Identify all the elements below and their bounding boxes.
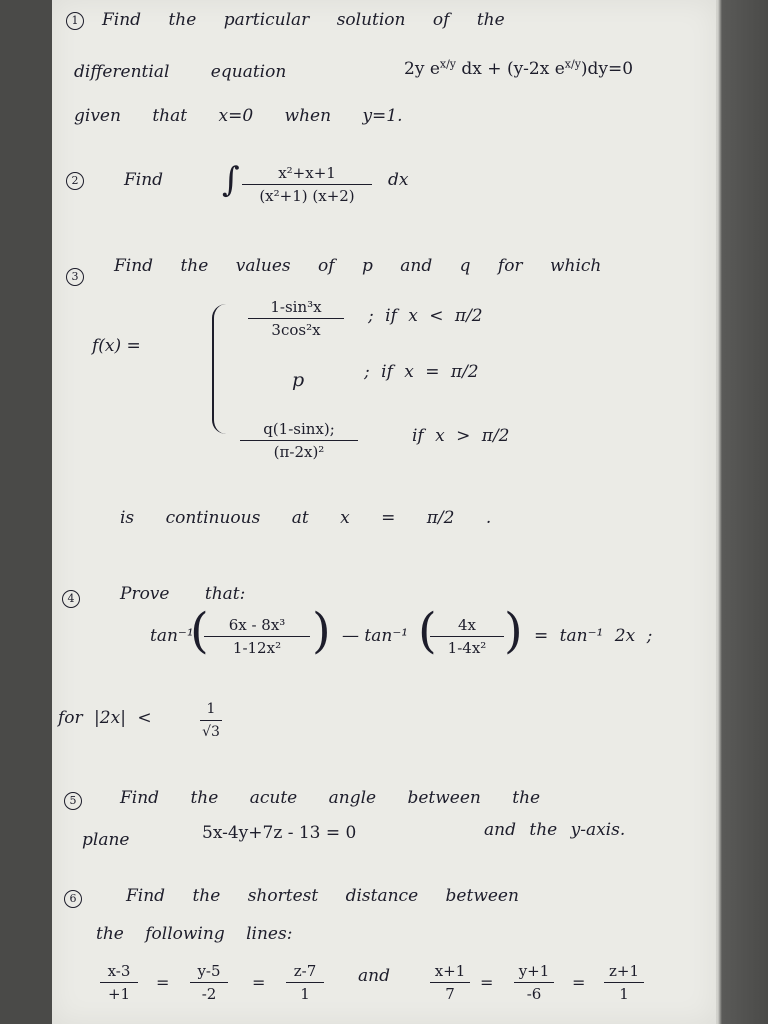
q3-case1-fraction bbox=[248, 298, 344, 339]
q6-l2-y-num: y+1 bbox=[518, 962, 550, 980]
q6-l1-z-den: 1 bbox=[300, 985, 310, 1003]
q6-line-1: Find the shortest distance between bbox=[126, 886, 519, 906]
q6-eq-sign: = bbox=[572, 973, 586, 992]
handwritten-page bbox=[52, 0, 716, 1024]
q6-and: and bbox=[358, 966, 390, 986]
q5-plane-equation: 5x-4y+7z - 13 = 0 bbox=[202, 823, 357, 843]
q6-line1-x-fraction bbox=[100, 962, 138, 1003]
q6-eq-sign: = bbox=[252, 973, 266, 992]
q6-line-2: the following lines: bbox=[96, 924, 293, 944]
q6-line2-z-fraction bbox=[604, 962, 644, 1003]
q4-cond-denominator: √3 bbox=[202, 724, 220, 740]
q4-label: Prove that: bbox=[120, 584, 246, 604]
q1-equation bbox=[404, 57, 634, 79]
q6-line1-z-fraction bbox=[286, 962, 324, 1003]
q6-line2-x-fraction bbox=[430, 962, 470, 1003]
q4-frac2-denominator: 1-4x² bbox=[447, 639, 487, 657]
q6-l2-z-den: 1 bbox=[619, 985, 629, 1003]
piecewise-brace bbox=[212, 304, 226, 434]
q3-case3-fraction bbox=[240, 420, 358, 461]
q3-case3-condition: if x > π/2 bbox=[412, 426, 510, 446]
q1-eq-mid-exp: x/y bbox=[564, 57, 581, 71]
q3-case1-condition: ; if x < π/2 bbox=[368, 306, 483, 326]
question-number-2: 2 bbox=[66, 172, 84, 190]
q6-eq-sign: = bbox=[156, 973, 170, 992]
q3-case2-condition: ; if x = π/2 bbox=[364, 362, 479, 382]
q6-l1-x-num: x-3 bbox=[107, 962, 131, 980]
integral-sign: ∫ bbox=[222, 160, 240, 200]
q3-case3-denominator: (π-2x)² bbox=[273, 443, 325, 461]
question-number-5: 5 bbox=[64, 792, 82, 810]
q6-l1-z-num: z-7 bbox=[293, 962, 317, 980]
q4-frac1-numerator: 6x - 8x³ bbox=[228, 616, 286, 634]
q2-fraction bbox=[242, 164, 372, 205]
q1-line-3: given that x=0 when y=1. bbox=[74, 106, 403, 126]
q4-frac1-denominator: 1-12x² bbox=[232, 639, 282, 657]
question-number-4: 4 bbox=[62, 590, 80, 608]
q3-line-2: is continuous at x = π/2 . bbox=[120, 508, 492, 528]
q4-condition: for |2x| < bbox=[58, 708, 152, 728]
q5-line-1: Find the acute angle between the bbox=[120, 788, 541, 808]
q4-tan1: tan⁻¹ bbox=[150, 626, 194, 646]
q4-condition-fraction bbox=[200, 700, 222, 741]
q1-eq-mid: dx + (y-2x e bbox=[461, 59, 565, 79]
q6-line1-y-fraction bbox=[190, 962, 228, 1003]
q1-eq-right: )dy=0 bbox=[580, 59, 634, 79]
q6-l2-z-num: z+1 bbox=[608, 962, 639, 980]
q4-rhs: = tan⁻¹ 2x ; bbox=[534, 626, 653, 646]
q6-eq-sign: = bbox=[480, 973, 494, 992]
question-number-1: 1 bbox=[66, 12, 84, 30]
q6-l2-x-num: x+1 bbox=[434, 962, 466, 980]
q4-open-paren-1: ( bbox=[190, 603, 209, 659]
q3-case1-bar bbox=[248, 318, 344, 319]
q4-cond-bar bbox=[200, 720, 222, 721]
q4-frac1-bar bbox=[204, 636, 310, 637]
q3-case3-bar bbox=[240, 440, 358, 441]
q2-numerator: x²+x+1 bbox=[278, 164, 336, 182]
q2-fraction-bar bbox=[242, 184, 372, 185]
q1-line-2: differential equation bbox=[74, 62, 287, 82]
q2-dx: dx bbox=[388, 170, 409, 190]
q6-l2-z-bar bbox=[604, 982, 644, 983]
q4-cond-numerator: 1 bbox=[206, 701, 216, 717]
q3-case1-numerator: 1-sin³x bbox=[270, 298, 322, 316]
q6-line2-y-fraction bbox=[514, 962, 554, 1003]
q1-eq-left: 2y e bbox=[404, 59, 440, 79]
q1-line-1: Find the particular solution of the bbox=[102, 10, 505, 30]
q6-l1-x-bar bbox=[100, 982, 138, 983]
q3-line-1: Find the values of p and q for which bbox=[114, 256, 602, 276]
q3-case3-numerator: q(1-sinx); bbox=[263, 420, 335, 438]
q4-frac2-bar bbox=[430, 636, 504, 637]
q6-l2-x-bar bbox=[430, 982, 470, 983]
q4-open-paren-2: ( bbox=[418, 603, 437, 659]
q4-minus-tan1: — tan⁻¹ bbox=[342, 626, 409, 646]
q6-l1-x-den: +1 bbox=[107, 985, 131, 1003]
q6-l2-y-bar bbox=[514, 982, 554, 983]
q2-denominator: (x²+1) (x+2) bbox=[259, 187, 355, 205]
q4-close-paren-1: ) bbox=[312, 603, 331, 659]
q4-frac2-numerator: 4x bbox=[457, 616, 476, 634]
q6-l1-y-num: y-5 bbox=[197, 962, 221, 980]
q3-case1-denominator: 3cos²x bbox=[271, 321, 321, 339]
q6-l1-y-den: -2 bbox=[201, 985, 217, 1003]
q5-line-2-tail: and the y-axis. bbox=[484, 820, 626, 840]
q6-l2-y-den: -6 bbox=[526, 985, 542, 1003]
q6-l1-z-bar bbox=[286, 982, 324, 983]
q6-l1-y-bar bbox=[190, 982, 228, 983]
q4-fraction-2 bbox=[430, 616, 504, 657]
q1-eq-left-exp: x/y bbox=[439, 57, 457, 71]
notebook-edge bbox=[712, 0, 768, 1024]
q6-l2-x-den: 7 bbox=[445, 985, 455, 1003]
q4-fraction-1 bbox=[204, 616, 310, 657]
q4-close-paren-2: ) bbox=[504, 603, 523, 659]
q3-case2-expr: p bbox=[292, 369, 305, 391]
q2-label: Find bbox=[124, 170, 164, 190]
q3-fx: f(x) = bbox=[92, 336, 141, 356]
q5-plane-word: plane bbox=[82, 830, 130, 850]
question-number-3: 3 bbox=[66, 268, 84, 286]
question-number-6: 6 bbox=[64, 890, 82, 908]
